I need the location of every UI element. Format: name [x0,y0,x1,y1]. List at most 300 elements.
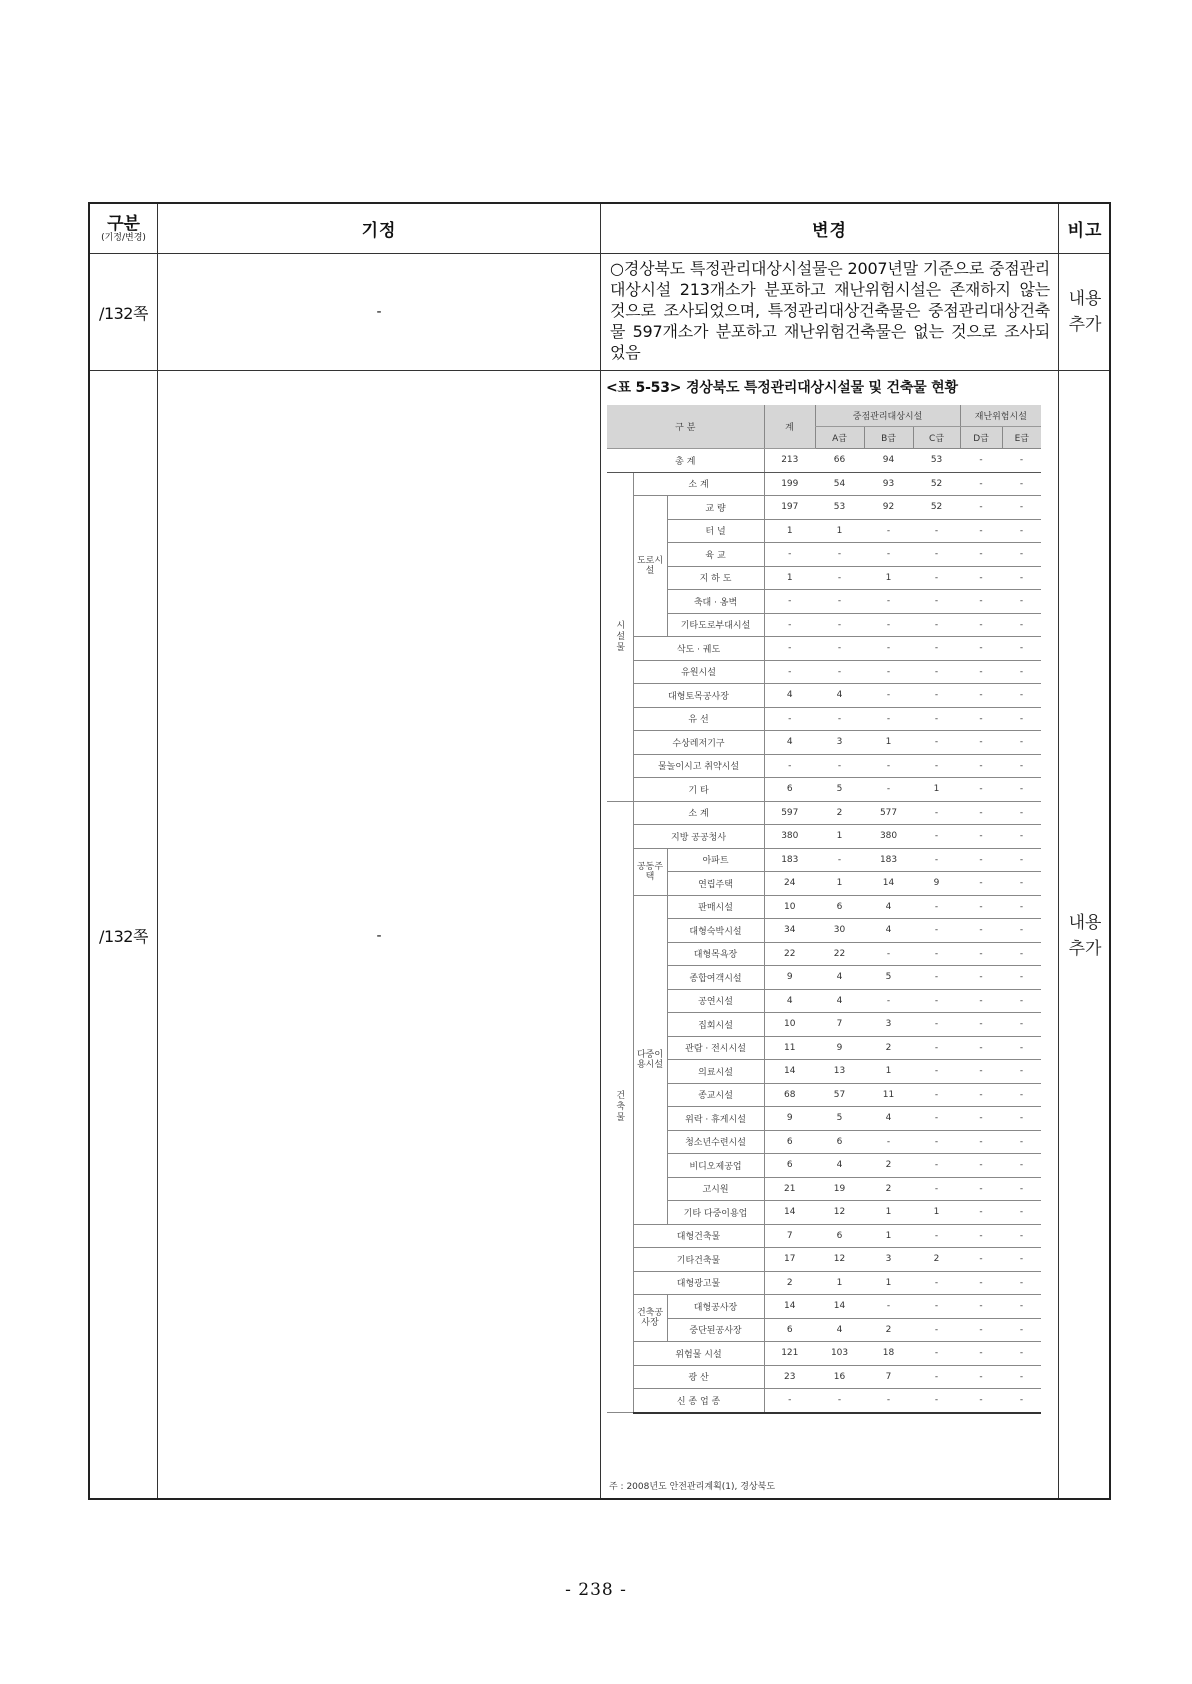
header-grade: D급 [960,427,1002,449]
value-cell: 9 [815,1036,864,1060]
value-cell: - [1002,825,1041,849]
table-row [607,1365,1041,1389]
row2-old: - [376,927,382,944]
row-label: 소 계 [633,801,764,825]
table-row [607,825,1041,849]
row2-note [1059,371,1111,1500]
table-row [607,637,1041,661]
table-row [607,1224,1041,1248]
value-cell: 1 [815,519,864,543]
value-cell: 7 [864,1365,913,1389]
table-row [607,778,1041,802]
stat-table-footnote: 주 : 2008년도 안전관리계획(1), 경상북도 [609,1482,776,1492]
value-cell: - [1002,778,1041,802]
row1-note-line2: 추가 [1068,315,1102,335]
value-cell: - [960,543,1002,567]
row-label: 판매시설 [667,895,764,919]
value-cell: - [913,848,960,872]
value-cell: - [960,1060,1002,1084]
header-new: 변경 [812,221,847,241]
value-cell: - [1002,1130,1041,1154]
value-cell: - [764,660,815,684]
value-cell: - [764,754,815,778]
value-cell: - [913,1318,960,1342]
value-cell: 1 [815,1271,864,1295]
value-cell: - [913,1083,960,1107]
value-cell: 68 [764,1083,815,1107]
table-row [607,660,1041,684]
value-cell: 21 [764,1177,815,1201]
value-cell: 1 [864,1224,913,1248]
value-cell: - [913,754,960,778]
value-cell: - [913,590,960,614]
value-cell: 7 [815,1013,864,1037]
value-cell: 4 [815,989,864,1013]
value-cell: 4 [764,989,815,1013]
value-cell: - [913,1224,960,1248]
value-cell: - [1002,1154,1041,1178]
row-label: 교 량 [667,496,764,520]
value-cell: 197 [764,496,815,520]
table-row [607,872,1041,896]
value-cell: - [913,566,960,590]
value-cell: - [913,919,960,943]
row-label: 대형건축물 [633,1224,764,1248]
value-cell: - [864,660,913,684]
value-cell: 103 [815,1342,864,1366]
value-cell: - [913,731,960,755]
row-label: 총 계 [607,449,764,473]
value-cell: - [764,543,815,567]
value-cell: - [913,1036,960,1060]
row-label: 종합여객시설 [667,966,764,990]
row-label: 수상레저기구 [633,731,764,755]
value-cell: - [913,1130,960,1154]
value-cell: - [960,848,1002,872]
value-cell: - [960,1107,1002,1131]
value-cell: - [913,613,960,637]
table-row [607,1342,1041,1366]
table-row [607,1036,1041,1060]
value-cell: - [913,1107,960,1131]
value-cell: - [864,1130,913,1154]
value-cell: - [1002,660,1041,684]
value-cell: - [1002,543,1041,567]
value-cell: - [913,519,960,543]
row-label: 집회시설 [667,1013,764,1037]
value-cell: - [913,1060,960,1084]
row-label: 신 종 업 종 [633,1389,764,1413]
value-cell: 199 [764,472,815,496]
value-cell: 54 [815,472,864,496]
row-label: 대형숙박시설 [667,919,764,943]
value-cell: - [1002,1036,1041,1060]
value-cell: - [960,1224,1002,1248]
facility-stat-table [607,405,1041,1414]
value-cell: - [913,1295,960,1319]
table-row [607,801,1041,825]
value-cell: - [960,566,1002,590]
row-label: 소 계 [633,472,764,496]
value-cell: 213 [764,449,815,473]
row-label: 축대 · 옹벽 [667,590,764,614]
value-cell: 2 [913,1248,960,1272]
header-category-sub: (기정/변경) [101,232,146,243]
value-cell: 3 [864,1013,913,1037]
value-cell: 14 [815,1295,864,1319]
value-cell: 1 [764,566,815,590]
table-row [607,496,1041,520]
value-cell: - [960,1130,1002,1154]
value-cell: - [960,1036,1002,1060]
value-cell: 1 [815,825,864,849]
value-cell: - [960,637,1002,661]
value-cell: 13 [815,1060,864,1084]
value-cell: - [960,989,1002,1013]
value-cell: 14 [764,1060,815,1084]
value-cell: - [864,707,913,731]
table-row [607,1177,1041,1201]
value-cell: 17 [764,1248,815,1272]
value-cell: - [864,1389,913,1413]
row-label: 지방 공공청사 [633,825,764,849]
value-cell: - [913,543,960,567]
row-label: 연립주택 [667,872,764,896]
value-cell: 34 [764,919,815,943]
value-cell: - [960,919,1002,943]
value-cell: - [960,942,1002,966]
header-old: 기정 [361,221,397,241]
table-row [607,1107,1041,1131]
row-label: 고시원 [667,1177,764,1201]
value-cell: - [960,778,1002,802]
value-cell: - [1002,519,1041,543]
table-row [607,1318,1041,1342]
value-cell: - [960,731,1002,755]
value-cell: - [960,1083,1002,1107]
value-cell: - [1002,613,1041,637]
value-cell: - [815,1389,864,1413]
value-cell: - [960,966,1002,990]
page-number: - 238 - [565,1580,627,1600]
row-label: 기타건축물 [633,1248,764,1272]
value-cell: 16 [815,1365,864,1389]
table-row [607,613,1041,637]
row-label: 기 타 [633,778,764,802]
value-cell: - [913,801,960,825]
value-cell: - [913,966,960,990]
value-cell: 4 [815,966,864,990]
value-cell: - [960,1248,1002,1272]
value-cell: - [913,660,960,684]
value-cell: - [764,613,815,637]
value-cell: - [815,566,864,590]
row-label: 중단된공사장 [667,1318,764,1342]
table-row [607,684,1041,708]
value-cell: 1 [864,1060,913,1084]
header-category-cell: 구 분 [607,405,764,449]
group-multi-use: 다중이용시설 [633,895,667,1224]
value-cell: - [1002,566,1041,590]
value-cell: 11 [864,1083,913,1107]
value-cell: - [913,942,960,966]
value-cell: - [913,1177,960,1201]
value-cell: - [815,848,864,872]
row-label: 대형토목공사장 [633,684,764,708]
value-cell: 1 [864,731,913,755]
value-cell: 4 [764,684,815,708]
value-cell: 2 [815,801,864,825]
value-cell: - [764,590,815,614]
header-note: 비고 [1067,221,1103,241]
value-cell: 14 [764,1201,815,1225]
table-row [607,1295,1041,1319]
value-cell: - [1002,731,1041,755]
value-cell: 53 [913,449,960,473]
value-cell: - [913,637,960,661]
row-label: 의료시설 [667,1060,764,1084]
value-cell: 93 [864,472,913,496]
value-cell: - [1002,472,1041,496]
value-cell: 22 [815,942,864,966]
value-cell: - [913,895,960,919]
value-cell: 22 [764,942,815,966]
value-cell: - [960,1201,1002,1225]
value-cell: 3 [864,1248,913,1272]
value-cell: - [1002,1342,1041,1366]
value-cell: - [960,801,1002,825]
row-label: 비디오제공업 [667,1154,764,1178]
value-cell: - [960,1389,1002,1413]
value-cell: 183 [864,848,913,872]
value-cell: 24 [764,872,815,896]
value-cell: - [913,1365,960,1389]
value-cell: - [1002,872,1041,896]
table-row [607,942,1041,966]
row-label: 물놀이시고 취약시설 [633,754,764,778]
value-cell: - [1002,1318,1041,1342]
value-cell: 5 [815,778,864,802]
header-risk-facility: 재난위험시설 [960,405,1041,427]
row2-note-line1: 내용 [1068,912,1102,933]
value-cell: - [960,754,1002,778]
value-cell: - [1002,637,1041,661]
value-cell: 4 [815,684,864,708]
value-cell: 10 [764,1013,815,1037]
value-cell: 12 [815,1248,864,1272]
value-cell: - [960,872,1002,896]
value-cell: - [764,637,815,661]
value-cell: 2 [864,1318,913,1342]
value-cell: 6 [764,1154,815,1178]
table-row [607,566,1041,590]
value-cell: 23 [764,1365,815,1389]
header-category-label: 구분 [107,213,140,234]
value-cell: - [1002,942,1041,966]
row2-category: /132쪽 [99,927,148,946]
value-cell: - [815,660,864,684]
value-cell: 11 [764,1036,815,1060]
value-cell: 6 [764,778,815,802]
value-cell: - [1002,895,1041,919]
row-label: 위험물 시설 [633,1342,764,1366]
value-cell: - [864,754,913,778]
value-cell: - [913,825,960,849]
row-label: 터 널 [667,519,764,543]
row-label: 유원시설 [633,660,764,684]
value-cell: - [1002,1224,1041,1248]
value-cell: - [913,1271,960,1295]
value-cell: - [960,1154,1002,1178]
value-cell: 4 [864,895,913,919]
row-label: 삭도 · 궤도 [633,637,764,661]
table-row [607,1154,1041,1178]
value-cell: 9 [913,872,960,896]
table-row [607,590,1041,614]
row1-old: - [376,304,382,320]
value-cell: 5 [864,966,913,990]
value-cell: 30 [815,919,864,943]
group-buildings: 건축물 [607,801,633,1413]
row2-note-line2: 추가 [1068,938,1102,959]
row-label: 유 선 [633,707,764,731]
table-row [607,1389,1041,1413]
value-cell: - [960,1177,1002,1201]
row-label: 아파트 [667,848,764,872]
value-cell: 6 [815,1130,864,1154]
value-cell: 12 [815,1201,864,1225]
header-grade: A급 [815,427,864,449]
value-cell: - [960,1318,1002,1342]
value-cell: - [1002,1295,1041,1319]
value-cell: - [960,449,1002,473]
header-category [90,204,157,253]
value-cell: - [1002,707,1041,731]
value-cell: 57 [815,1083,864,1107]
table-row [607,519,1041,543]
value-cell: 183 [764,848,815,872]
group-road: 도로시설 [633,496,667,637]
table-row [607,1130,1041,1154]
value-cell: - [815,613,864,637]
value-cell: 53 [815,496,864,520]
value-cell: - [1002,684,1041,708]
value-cell: - [815,543,864,567]
stat-table-title: <표 5-53> 경상북도 특정관리대상시설물 및 건축물 현황 [606,380,958,396]
value-cell: - [960,895,1002,919]
header-total-cell: 계 [764,405,815,449]
value-cell: 4 [864,1107,913,1131]
value-cell: - [864,684,913,708]
value-cell: - [864,989,913,1013]
value-cell: 19 [815,1177,864,1201]
table-row [607,1060,1041,1084]
value-cell: - [960,1365,1002,1389]
value-cell: - [1002,989,1041,1013]
header-grade: C급 [913,427,960,449]
value-cell: 9 [764,1107,815,1131]
value-cell: 4 [815,1318,864,1342]
value-cell: - [1002,1271,1041,1295]
value-cell: 1 [764,519,815,543]
value-cell: 94 [864,449,913,473]
value-cell: - [864,942,913,966]
value-cell: 3 [815,731,864,755]
table-row [607,989,1041,1013]
value-cell: 2 [864,1154,913,1178]
value-cell: - [1002,801,1041,825]
value-cell: - [913,684,960,708]
value-cell: 597 [764,801,815,825]
value-cell: 92 [864,496,913,520]
value-cell: 577 [864,801,913,825]
value-cell: - [764,1389,815,1413]
value-cell: 2 [864,1036,913,1060]
value-cell: 6 [815,895,864,919]
value-cell: - [913,1154,960,1178]
header-key-facility: 중점관리대상시설 [815,405,960,427]
group-housing: 공동주택 [633,848,667,895]
value-cell: - [960,613,1002,637]
row-label: 육 교 [667,543,764,567]
value-cell: - [815,637,864,661]
value-cell: 6 [764,1318,815,1342]
column-divider [600,204,601,1498]
value-cell: - [1002,848,1041,872]
row-label: 관람 · 전시시설 [667,1036,764,1060]
value-cell: - [1002,1083,1041,1107]
value-cell: 1 [864,1271,913,1295]
table-row [607,895,1041,919]
value-cell: 1 [913,778,960,802]
group-facilities: 시설물 [607,472,633,801]
value-cell: - [960,660,1002,684]
table-row [607,707,1041,731]
value-cell: - [913,1342,960,1366]
value-cell: 4 [764,731,815,755]
value-cell: - [960,590,1002,614]
value-cell: - [864,543,913,567]
value-cell: - [960,1013,1002,1037]
value-cell: 2 [864,1177,913,1201]
value-cell: - [960,825,1002,849]
row-label: 대형공사장 [667,1295,764,1319]
row-label: 공연시설 [667,989,764,1013]
row-label: 위락 · 휴게시설 [667,1107,764,1131]
table-row [607,472,1041,496]
value-cell: 5 [815,1107,864,1131]
row-label: 기타 다중이용업 [667,1201,764,1225]
value-cell: 1 [864,566,913,590]
value-cell: 52 [913,472,960,496]
value-cell: - [960,519,1002,543]
table-row [607,449,1041,473]
table-row [607,1201,1041,1225]
value-cell: - [960,707,1002,731]
value-cell: 18 [864,1342,913,1366]
header-grade: B급 [864,427,913,449]
header-grade: E급 [1002,427,1041,449]
value-cell: 52 [913,496,960,520]
value-cell: - [960,1271,1002,1295]
row-label: 대형목욕장 [667,942,764,966]
value-cell: - [1002,590,1041,614]
row-label: 기타도로부대시설 [667,613,764,637]
table-row [607,731,1041,755]
table-row [607,1083,1041,1107]
value-cell: - [1002,919,1041,943]
value-cell: - [960,472,1002,496]
